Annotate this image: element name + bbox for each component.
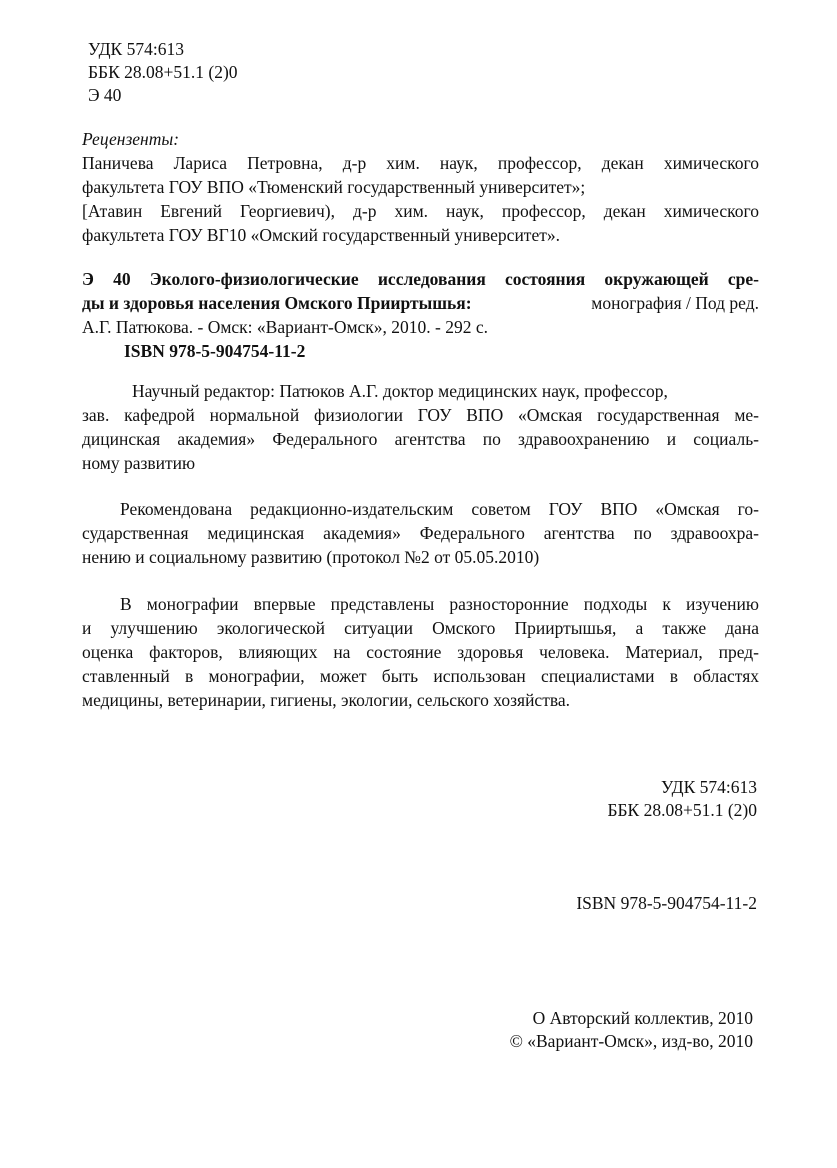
editor-line: Научный редактор: Патюков А.Г. доктор медицинских наук, профессор, [132, 381, 668, 401]
abstract-line: ставленный в монографии, может быть использован специалистами в областях [82, 666, 759, 686]
recommendation-line: сударственная медицинская академия» Федерального агентства по здравоохра- [82, 523, 759, 543]
abstract-line: оценка факторов, влияющих на состояние здоровья человека. Материал, пред- [82, 642, 759, 662]
abstract-paragraph [82, 593, 759, 713]
reviewers-block [82, 152, 759, 248]
reviewer-line: факультета ГОУ ВГ10 «Омский государственный университет». [82, 225, 560, 245]
copyright-authors: О Авторский коллектив, 2010 [532, 1008, 753, 1028]
reviewer-line: [Атавин Евгений Георгиевич), д-р хим. наук, профессор, декан химического [82, 201, 759, 221]
recommendation-paragraph [82, 498, 759, 570]
bibliographic-type: монография / Под ред. [591, 293, 759, 313]
abstract-line: медицины, ветеринарии, гигиены, экологии, сельского хозяйства. [82, 690, 571, 710]
editor-line: дицинская академия» Федерального агентства по здравоохранению и социаль- [82, 429, 759, 449]
udk-code-bottom: УДК 574:613 [661, 777, 757, 797]
editor-line: ному развитию [82, 453, 196, 473]
udk-code-top: УДК 574:613 [88, 39, 184, 59]
bbk-code-bottom: ББК 28.08+51.1 (2)0 [607, 800, 757, 820]
bibliographic-title-line2 [82, 292, 759, 314]
bibliographic-publisher-line: А.Г. Патюкова. - Омск: «Вариант-Омск», 2010. - 292 с. [82, 317, 489, 337]
editor-paragraph [82, 380, 759, 476]
reviewers-label: Рецензенты: [82, 129, 180, 149]
author-mark-top: Э 40 [88, 85, 122, 105]
bbk-code-top: ББК 28.08+51.1 (2)0 [88, 62, 238, 82]
bibliographic-title-continuation: ды и здоровья населения Омского Прииртышья: [82, 293, 472, 313]
editor-line: зав. кафедрой нормальной физиологии ГОУ ВПО «Омская государственная ме- [82, 405, 759, 425]
recommendation-line: Рекомендована редакционно-издательским советом ГОУ ВПО «Омская го- [120, 499, 759, 519]
isbn-bottom: ISBN 978-5-904754-11-2 [576, 893, 757, 913]
isbn-bold: ISBN 978-5-904754-11-2 [124, 341, 306, 361]
bibliographic-block [82, 268, 759, 364]
abstract-line: В монографии впервые представлены разносторонние подходы к изучению [120, 594, 759, 614]
bibliographic-title-line: Э 40 Эколого-физиологические исследования состояния окружающей сре- [82, 269, 759, 289]
reviewer-line: Паничева Лариса Петровна, д-р хим. наук, профессор, декан химического [82, 153, 759, 173]
copyright-publisher: © «Вариант-Омск», изд-во, 2010 [509, 1031, 753, 1051]
recommendation-line: нению и социальному развитию (протокол №2 от 05.05.2010) [82, 547, 540, 567]
abstract-line: и улучшению экологической ситуации Омского Прииртышья, а также дана [82, 618, 759, 638]
reviewer-line: факультета ГОУ ВПО «Тюменский государственный университет»; [82, 177, 586, 197]
